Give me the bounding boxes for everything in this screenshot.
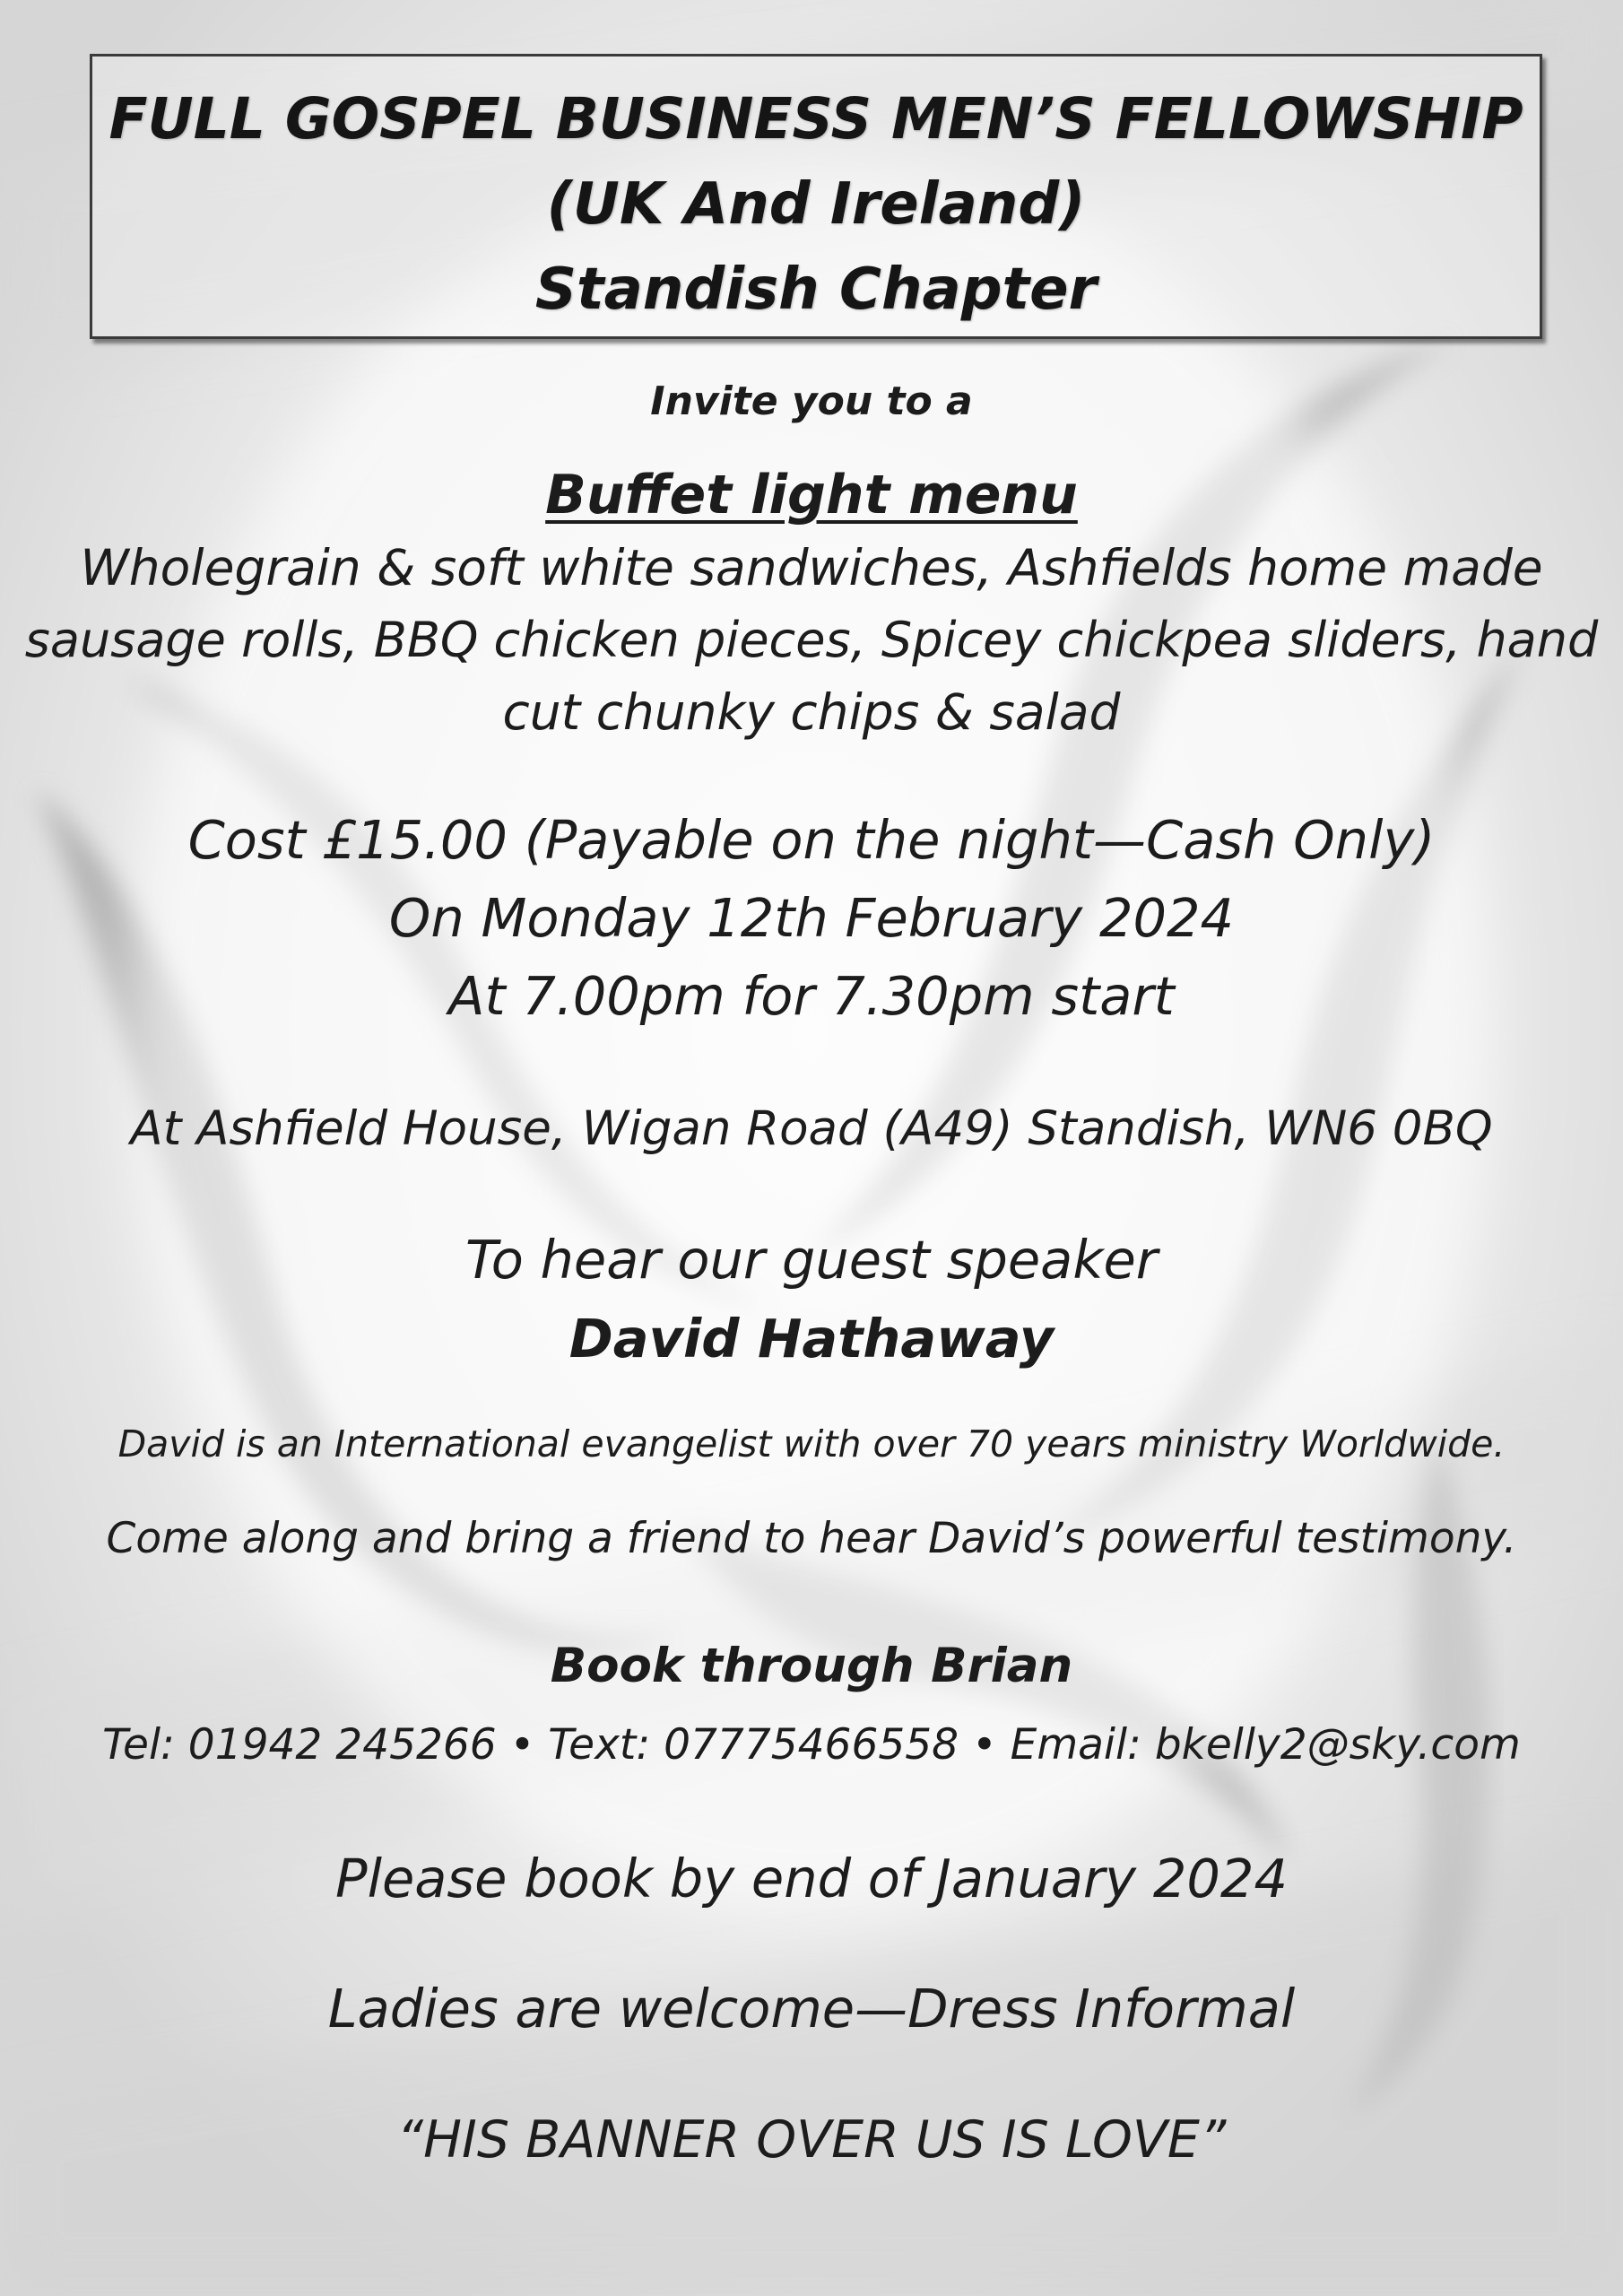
speaker-invite: Come along and bring a friend to hear David’s powerful testimony. [106,1514,1517,1563]
event-date: On Monday 12th February 2024 [388,887,1235,949]
menu-line-3: cut chunky chips & salad [502,683,1121,741]
invite-text: Invite you to a [650,378,973,424]
menu-line-2: sausage rolls, BBQ chicken pieces, Spicey chickpea sliders, hand [24,612,1599,668]
speaker-bio: David is an International evangelist with over 70 years ministry Worldwide. [117,1422,1506,1465]
header-organisation: FULL GOSPEL BUSINESS MEN’S FELLOWSHIP [108,86,1523,152]
speaker-intro: To hear our guest speaker [464,1229,1159,1291]
event-time: At 7.00pm for 7.30pm start [448,965,1175,1027]
event-cost: Cost £15.00 (Payable on the night—Cash Only) [187,809,1436,871]
header-box [90,54,1542,339]
header-chapter: Standish Chapter [534,257,1098,323]
booking-contact: Tel: 01942 245266 • Text: 07775466558 • Email: bkelly2@sky.com [102,1720,1521,1770]
booking-deadline: Please book by end of January 2024 [335,1848,1288,1909]
menu-heading: Buffet light menu [545,464,1078,526]
booking-heading: Book through Brian [550,1639,1073,1693]
menu-line-1: Wholegrain & soft white sandwiches, Ashfields home made [80,539,1543,596]
motto: “HIS BANNER OVER US IS LOVE” [396,2110,1227,2170]
header-region: (UK And Ireland) [546,171,1086,238]
speaker-name: David Hathaway [568,1308,1055,1370]
dress-code: Ladies are welcome—Dress Informal [327,1978,1296,2039]
event-venue: At Ashfield House, Wigan Road (A49) Standish, WN6 0BQ [130,1101,1493,1156]
